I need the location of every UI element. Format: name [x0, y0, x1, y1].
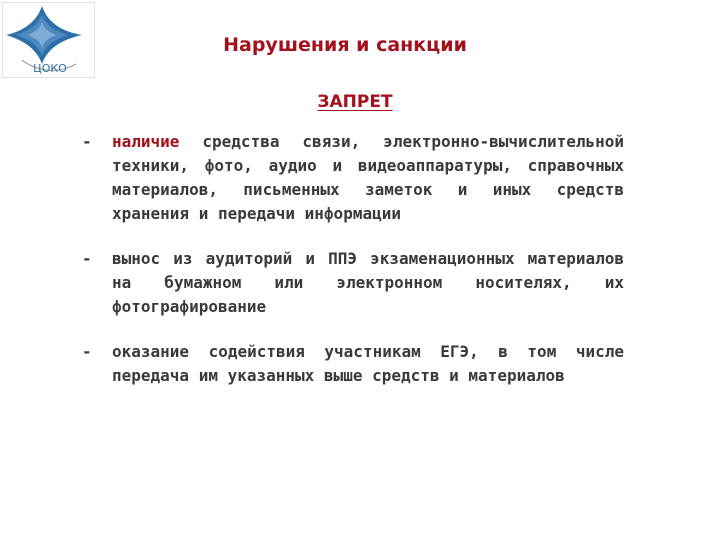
list-bullet: - [82, 132, 92, 151]
section-heading: ЗАПРЕТ [317, 92, 393, 112]
list-item [82, 247, 624, 319]
list-bullet: - [82, 249, 92, 268]
list-item [82, 130, 624, 226]
page-title: Нарушения и санкции [223, 34, 467, 56]
list-item [82, 340, 624, 388]
prohibition-list [82, 130, 624, 409]
list-item-text: вынос из аудиторий и ППЭ экзаменационных материалов на бумажном или электронном носителях, их фотографирование [112, 249, 624, 316]
logo-text: ЦОКО [33, 62, 67, 75]
list-item-lead: наличие [112, 132, 180, 151]
list-bullet: - [82, 342, 92, 361]
list-item-text: оказание содействия участникам ЕГЭ, в том числе передача им указанных выше средств и материалов [112, 342, 624, 385]
list-item-text: средства связи, электронно-вычислительной техники, фото, аудио и видеоаппаратуры, справочных материалов, письменных заметок и иных средств хранения и передачи информации [112, 132, 624, 223]
